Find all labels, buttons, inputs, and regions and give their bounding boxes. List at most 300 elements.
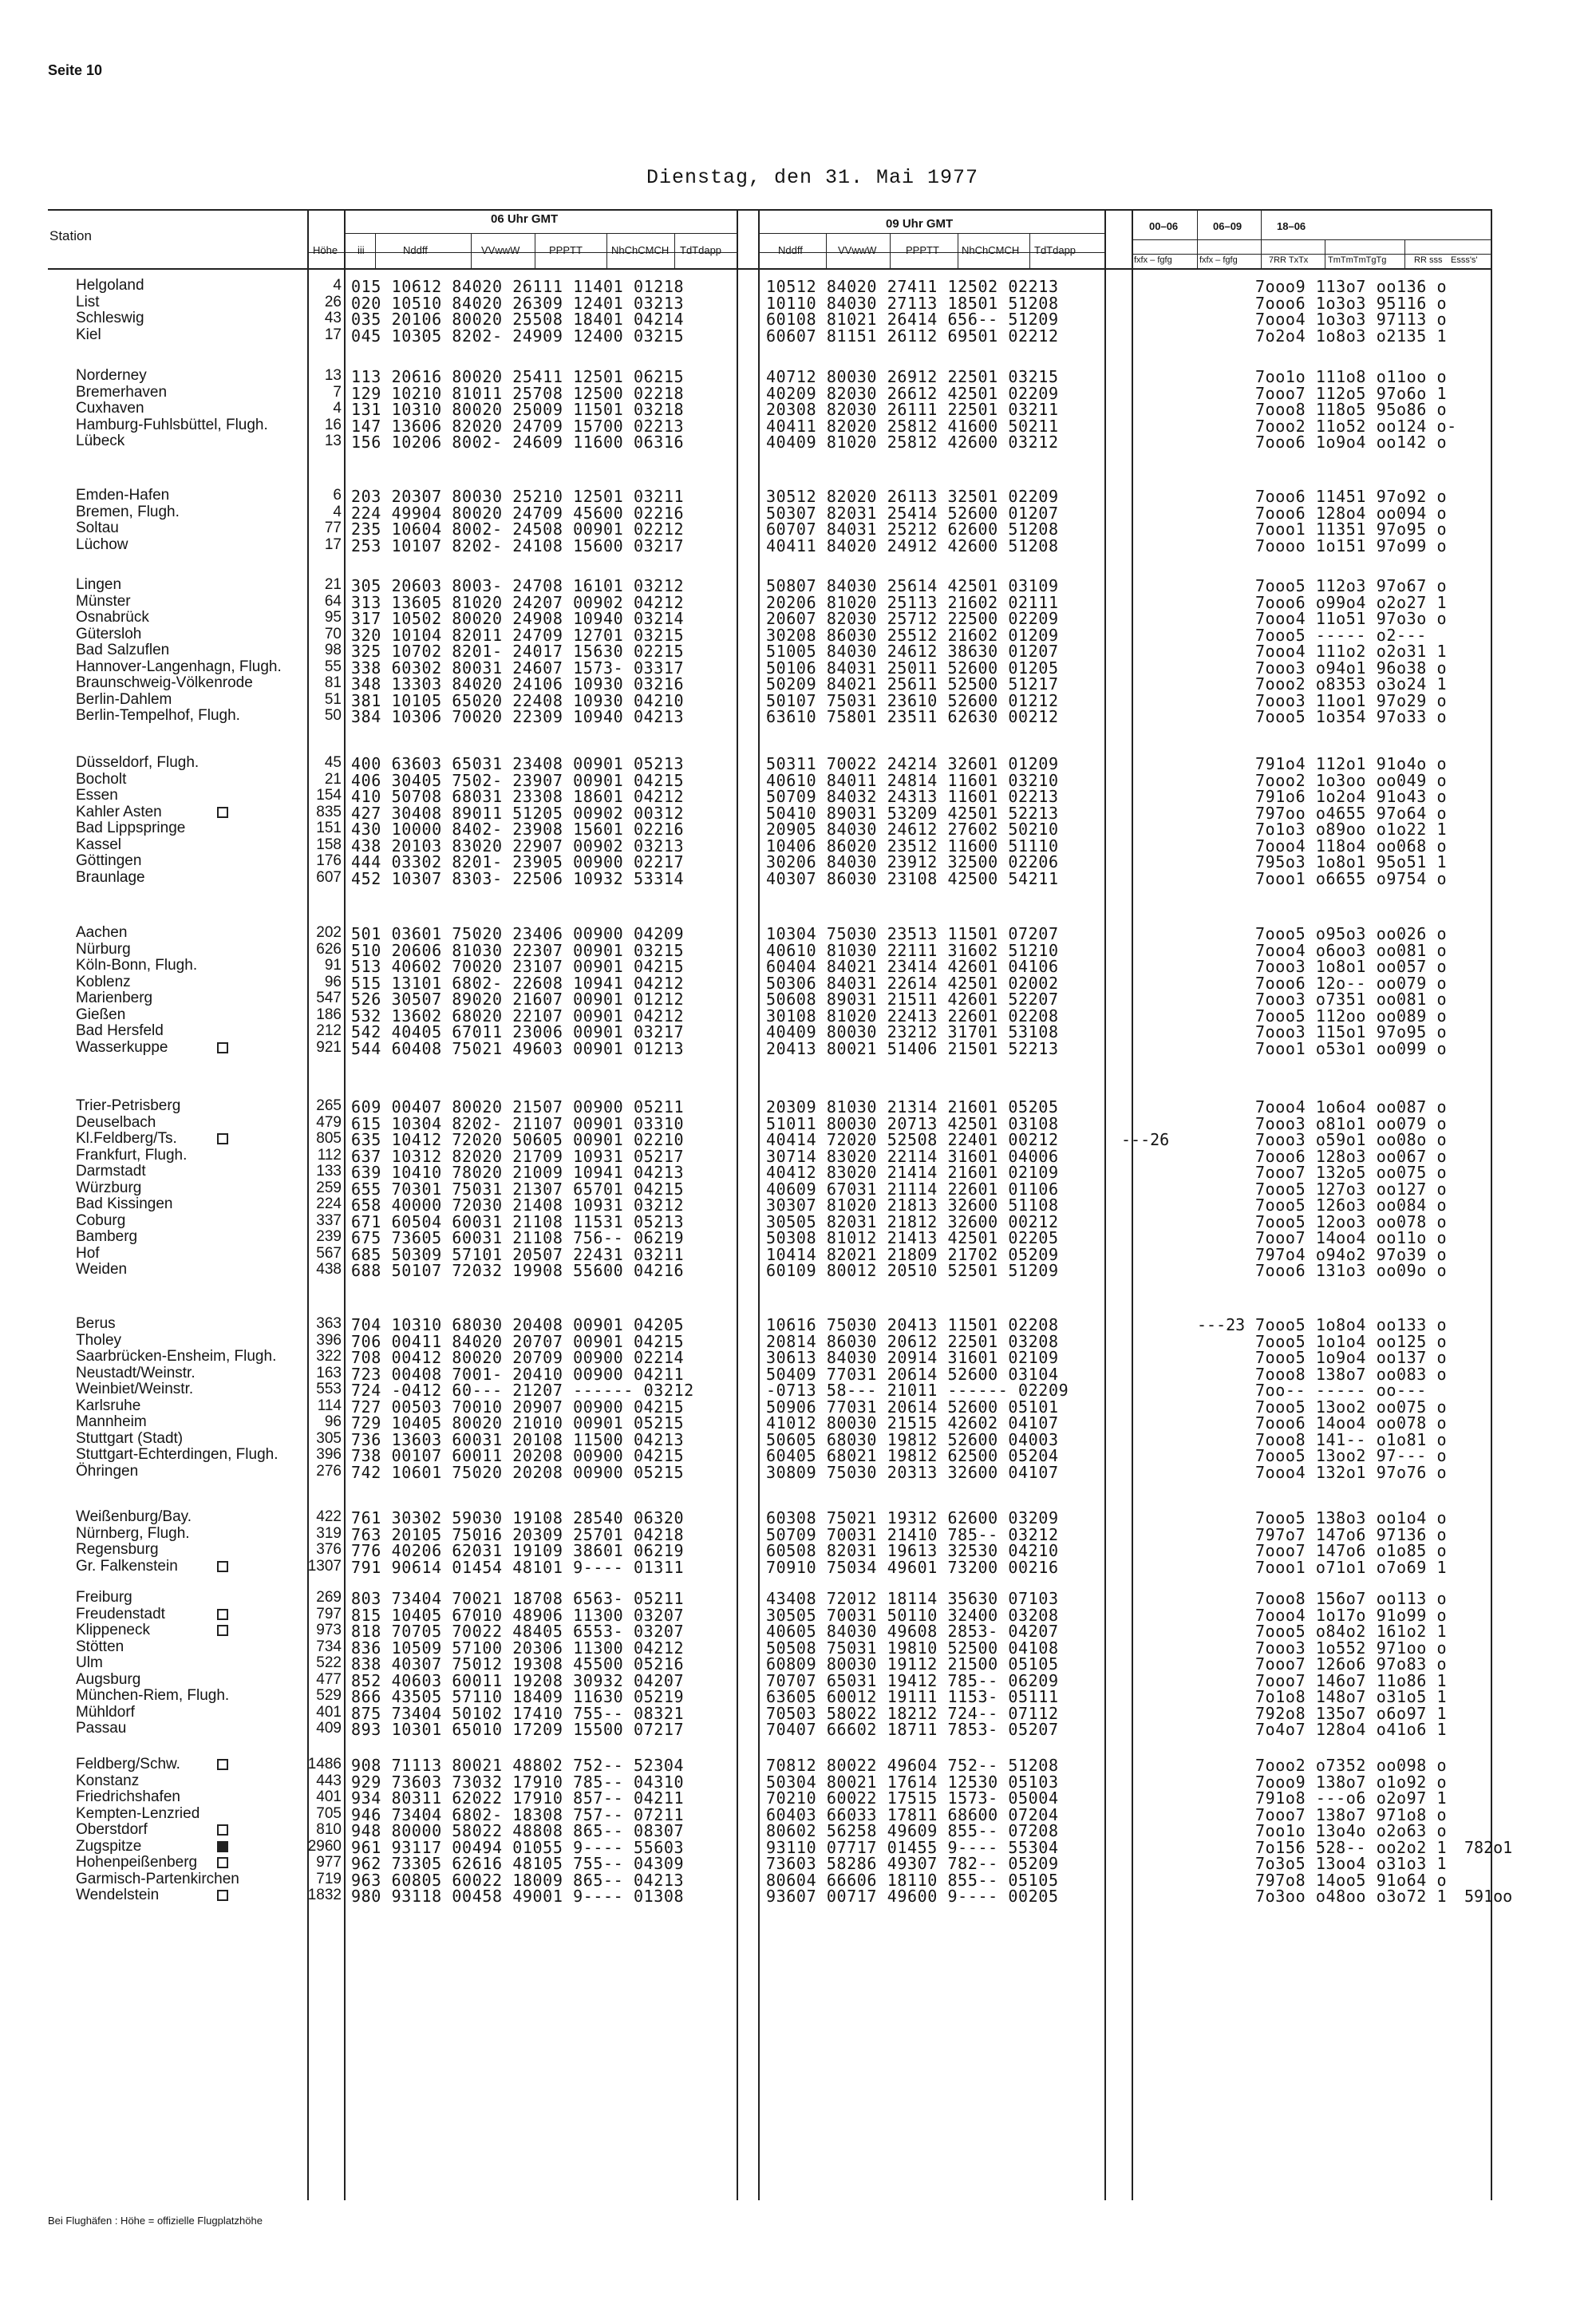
obs-06-gmt: 224 49904 80020 24709 45600 02216 bbox=[351, 503, 685, 523]
obs-09-gmt: 30809 75030 20313 32600 04107 bbox=[766, 1462, 1059, 1482]
obs-09-gmt: 30505 70031 50110 32400 03208 bbox=[766, 1605, 1059, 1625]
obs-09-gmt: 93110 07717 01455 9---- 55304 bbox=[766, 1837, 1059, 1857]
header-hoehe: Höhe bbox=[313, 244, 338, 256]
table-row bbox=[0, 1397, 1596, 1415]
obs-09-gmt: 30613 84030 20914 31601 02109 bbox=[766, 1348, 1059, 1367]
station-name: Bad Lippspringe bbox=[76, 820, 186, 836]
obs-18-06: 7ooo5 112oo oo089 o bbox=[1255, 1006, 1448, 1026]
obs-18-06: 7ooo7 138o7 971o8 o bbox=[1255, 1804, 1448, 1824]
obs-18-06: 7oooo 1o151 97o99 o bbox=[1255, 535, 1448, 555]
station-elevation: 553 bbox=[316, 1381, 342, 1397]
open-square-marker-icon bbox=[217, 1609, 228, 1620]
obs-06-gmt: 320 10104 82011 24709 12701 03215 bbox=[351, 625, 685, 645]
open-square-marker-icon bbox=[217, 1042, 228, 1053]
table-row bbox=[0, 1772, 1596, 1790]
obs-06-gmt: 675 73605 60031 21108 756-- 06219 bbox=[351, 1228, 685, 1247]
station-elevation: 438 bbox=[316, 1261, 342, 1278]
station-elevation: 4 bbox=[333, 400, 342, 417]
station-elevation: 239 bbox=[316, 1228, 342, 1245]
obs-06-gmt: 962 73305 62616 48105 755-- 04309 bbox=[351, 1854, 685, 1873]
obs-09-gmt: 60403 66033 17811 68600 07204 bbox=[766, 1804, 1059, 1824]
obs-18-06: 7ooo5 13oo2 oo075 o bbox=[1255, 1397, 1448, 1417]
station-name: Karlsruhe bbox=[76, 1397, 141, 1414]
obs-06-gmt: 637 10312 82020 21709 10931 05217 bbox=[351, 1146, 685, 1166]
obs-06-gmt: 961 93117 00494 01055 9---- 55603 bbox=[351, 1837, 685, 1857]
obs-06-gmt: 963 60805 60022 18009 865-- 04213 bbox=[351, 1870, 685, 1890]
station-elevation: 319 bbox=[316, 1524, 342, 1542]
station-name: Köln-Bonn, Flugh. bbox=[76, 957, 198, 974]
obs-18-06: 7ooo5 1o1o4 oo125 o bbox=[1255, 1331, 1448, 1351]
station-name: Soltau bbox=[76, 520, 119, 536]
table-row bbox=[0, 367, 1596, 385]
obs-09-gmt: 30208 86030 25512 21602 01209 bbox=[766, 625, 1059, 645]
station-name: Kempten-Lenzried bbox=[76, 1804, 200, 1822]
station-name: Berlin-Tempelhof, Flugh. bbox=[76, 707, 240, 724]
obs-06-gmt: 803 73404 70021 18708 6563- 05211 bbox=[351, 1589, 685, 1608]
table-row bbox=[0, 924, 1596, 942]
table-row bbox=[0, 1541, 1596, 1559]
header-p3: 18–06 bbox=[1277, 220, 1306, 232]
station-name: List bbox=[76, 293, 100, 310]
obs-18-06: 7o1o8 148o7 o31o5 1 bbox=[1255, 1687, 1448, 1706]
obs-18-06: 7ooo6 131o3 oo09o o bbox=[1255, 1261, 1448, 1280]
obs-09-gmt: 30206 84030 23912 32500 02206 bbox=[766, 852, 1059, 871]
table-row bbox=[0, 1315, 1596, 1333]
obs-06-gmt: 147 13606 82020 24709 15700 02213 bbox=[351, 416, 685, 436]
obs-18-06: 7ooo5 138o3 oo1o4 o bbox=[1255, 1508, 1448, 1527]
open-square-marker-icon bbox=[217, 1759, 228, 1770]
station-elevation: 163 bbox=[316, 1364, 342, 1381]
obs-06-gmt: 727 00503 70010 20907 00900 04215 bbox=[351, 1397, 685, 1417]
obs-18-06: 7ooo8 138o7 oo083 o bbox=[1255, 1364, 1448, 1384]
station-name: Tholey bbox=[76, 1331, 122, 1349]
station-elevation: 265 bbox=[316, 1097, 342, 1114]
obs-18-06: 7o156 528-- oo2o2 1 bbox=[1255, 1837, 1448, 1857]
obs-09-gmt: 50209 84021 25611 52500 51217 bbox=[766, 674, 1059, 694]
station-name: Darmstadt bbox=[76, 1163, 146, 1180]
obs-18-06: 7oo-- ----- oo--- bbox=[1255, 1381, 1427, 1400]
station-elevation: 477 bbox=[316, 1670, 342, 1688]
station-elevation: 401 bbox=[316, 1788, 342, 1805]
station-elevation: 45 bbox=[324, 754, 342, 771]
station-name: Mannheim bbox=[76, 1413, 147, 1430]
obs-18-06: 7ooo3 1o8o1 oo057 o bbox=[1255, 957, 1448, 976]
station-name: Lüchow bbox=[76, 535, 128, 553]
obs-18-06: 7ooo3 o59o1 oo08o o bbox=[1255, 1130, 1448, 1149]
table-row bbox=[0, 691, 1596, 709]
station-elevation: 158 bbox=[316, 836, 342, 853]
obs-06-gmt: 253 10107 8202- 24108 15600 03217 bbox=[351, 535, 685, 555]
table-row bbox=[0, 1365, 1596, 1382]
station-name: Aachen bbox=[76, 924, 128, 941]
obs-09-gmt: 60405 68021 19812 62500 05204 bbox=[766, 1446, 1059, 1465]
table-row bbox=[0, 1022, 1596, 1040]
obs-18-06: 797o4 o94o2 97o39 o bbox=[1255, 1244, 1448, 1264]
obs-06-gmt: 325 10702 8201- 24017 15630 02215 bbox=[351, 642, 685, 661]
station-name: Mühldorf bbox=[76, 1703, 135, 1721]
station-elevation: 95 bbox=[324, 609, 342, 626]
obs-06-gmt: 655 70301 75031 21307 65701 04215 bbox=[351, 1179, 685, 1199]
header-nh-06: NhChCMCH bbox=[611, 244, 670, 256]
table-row bbox=[0, 576, 1596, 594]
station-name: Braunschweig-Völkenrode bbox=[76, 674, 253, 691]
obs-09-gmt: 60607 81151 26112 69501 02212 bbox=[766, 326, 1059, 346]
obs-18-06: 7ooo3 11oo1 97o29 o bbox=[1255, 690, 1448, 710]
table-row bbox=[0, 593, 1596, 611]
station-name: Freiburg bbox=[76, 1589, 132, 1606]
station-elevation: 259 bbox=[316, 1179, 342, 1196]
obs-09-gmt: 40209 82030 26612 42501 02209 bbox=[766, 383, 1059, 403]
station-elevation: 547 bbox=[316, 990, 342, 1006]
table-row bbox=[0, 626, 1596, 643]
station-elevation: 2960 bbox=[307, 1837, 342, 1855]
obs-18-06: 7ooo5 o84o2 161o2 1 bbox=[1255, 1622, 1448, 1641]
obs-18-06: 791o8 ---o6 o2o97 1 bbox=[1255, 1788, 1448, 1808]
table-row bbox=[0, 1332, 1596, 1350]
table-row bbox=[0, 277, 1596, 294]
table-row bbox=[0, 707, 1596, 725]
obs-18-06: 797o7 147o6 97136 o bbox=[1255, 1524, 1448, 1544]
obs-06-gmt: 235 10604 8002- 24508 00901 02212 bbox=[351, 520, 685, 539]
station-elevation: 4 bbox=[333, 277, 342, 294]
obs-09-gmt: 40409 80030 23212 31701 53108 bbox=[766, 1022, 1059, 1041]
station-elevation: 154 bbox=[316, 787, 342, 804]
obs-09-gmt: 70503 58022 18212 724-- 07112 bbox=[766, 1703, 1059, 1723]
table-row bbox=[0, 504, 1596, 521]
obs-09-gmt: 20206 81020 25113 21602 02111 bbox=[766, 592, 1059, 612]
obs-06-gmt: 706 00411 84020 20707 00901 04215 bbox=[351, 1331, 685, 1351]
table-row bbox=[0, 804, 1596, 821]
station-elevation: 422 bbox=[316, 1508, 342, 1525]
station-name: Göttingen bbox=[76, 852, 142, 869]
obs-09-gmt: 20607 82030 25712 22500 02209 bbox=[766, 609, 1059, 628]
table-row bbox=[0, 1463, 1596, 1480]
station-elevation: 1486 bbox=[307, 1756, 342, 1772]
hdr-div-f bbox=[826, 233, 827, 268]
station-elevation: 1307 bbox=[307, 1557, 342, 1575]
station-name: Lübeck bbox=[76, 433, 125, 449]
station-name: Ulm bbox=[76, 1654, 103, 1671]
table-row bbox=[0, 787, 1596, 804]
obs-06-gmt: 635 10412 72020 50605 00901 02210 bbox=[351, 1130, 685, 1149]
station-elevation: 305 bbox=[316, 1429, 342, 1447]
hdr-rule-06-sub bbox=[308, 252, 737, 253]
obs-06-gmt: 020 10510 84020 26309 12401 03213 bbox=[351, 293, 685, 313]
obs-18-06: 7ooo4 118o4 oo068 o bbox=[1255, 836, 1448, 856]
hdr-div-e bbox=[674, 233, 675, 268]
table-row bbox=[0, 754, 1596, 772]
table-row bbox=[0, 1348, 1596, 1365]
station-elevation: 77 bbox=[324, 520, 342, 536]
obs-09-gmt: 70910 75034 49601 73200 00216 bbox=[766, 1557, 1059, 1577]
obs-18-06: 792o8 135o7 o6o97 1 bbox=[1255, 1703, 1448, 1723]
station-elevation: 522 bbox=[316, 1654, 342, 1671]
obs-06-gmt: 742 10601 75020 20208 00900 05215 bbox=[351, 1462, 685, 1482]
table-row bbox=[0, 609, 1596, 626]
obs-09-gmt: 50906 77031 20614 52600 05101 bbox=[766, 1397, 1059, 1417]
obs-18-06: 7ooo1 o6655 o9754 o bbox=[1255, 868, 1448, 888]
station-elevation: 973 bbox=[316, 1622, 342, 1638]
header-pppt-09: PPPTT bbox=[906, 244, 939, 256]
obs-18-06: 7ooo2 11o52 oo124 o- bbox=[1255, 416, 1457, 436]
header-s4: TmTmTmTgTg bbox=[1328, 255, 1387, 265]
table-row bbox=[0, 820, 1596, 837]
obs-09-gmt: 40609 67031 21114 22601 01106 bbox=[766, 1179, 1059, 1199]
station-name: Essen bbox=[76, 787, 118, 804]
station-name: Kl.Feldberg/Ts. bbox=[76, 1130, 177, 1147]
table-row bbox=[0, 1704, 1596, 1721]
obs-18-06: 7ooo5 1o9o4 oo137 o bbox=[1255, 1348, 1448, 1367]
obs-09-gmt: 40605 84030 49608 2853- 04207 bbox=[766, 1622, 1059, 1641]
station-elevation: 734 bbox=[316, 1638, 342, 1655]
station-name: Cuxhaven bbox=[76, 400, 144, 417]
obs-18-06: 797o8 14oo5 91o64 o bbox=[1255, 1870, 1448, 1890]
obs-09-gmt: 60809 80030 19112 21500 05105 bbox=[766, 1654, 1059, 1674]
station-elevation: 43 bbox=[324, 310, 342, 326]
open-square-marker-icon bbox=[217, 1561, 228, 1572]
station-name: Nürnberg, Flugh. bbox=[76, 1524, 190, 1542]
obs-06-gmt: 542 40405 67011 23006 00901 03217 bbox=[351, 1022, 685, 1041]
station-elevation: 81 bbox=[324, 674, 342, 691]
obs-09-gmt: 10304 75030 23513 11501 07207 bbox=[766, 924, 1059, 943]
table-row bbox=[0, 1430, 1596, 1448]
station-name: Garmisch-Partenkirchen bbox=[76, 1870, 239, 1887]
station-name: Neustadt/Weinstr. bbox=[76, 1364, 196, 1381]
station-elevation: 212 bbox=[316, 1022, 342, 1039]
obs-06-gmt: 609 00407 80020 21507 00900 05211 bbox=[351, 1097, 685, 1116]
table-row bbox=[0, 1097, 1596, 1115]
station-name: Passau bbox=[76, 1720, 127, 1737]
hdr-div-g bbox=[890, 233, 891, 268]
obs-18-06: 797oo o4655 97o64 o bbox=[1255, 803, 1448, 823]
station-elevation: 835 bbox=[316, 803, 342, 820]
obs-06-gmt: 129 10210 81011 25708 12500 02218 bbox=[351, 383, 685, 403]
hdr-rule-09 bbox=[758, 233, 1104, 234]
station-name: Regensburg bbox=[76, 1541, 159, 1558]
obs-06-gmt: 838 40307 75012 19308 45500 05216 bbox=[351, 1654, 685, 1674]
station-elevation: 202 bbox=[316, 924, 342, 941]
station-name: Würzburg bbox=[76, 1179, 142, 1196]
station-name: Lingen bbox=[76, 576, 122, 593]
station-elevation: 55 bbox=[324, 658, 342, 675]
header-09-gmt: 09 Uhr GMT bbox=[886, 217, 954, 231]
obs-06-gmt: 156 10206 8002- 24609 11600 06316 bbox=[351, 433, 685, 452]
station-name: Braunlage bbox=[76, 868, 145, 886]
obs-06-gmt: 761 30302 59030 19108 28540 06320 bbox=[351, 1508, 685, 1527]
obs-06-gmt: 452 10307 8303- 22506 10932 53314 bbox=[351, 868, 685, 888]
table-row bbox=[0, 1212, 1596, 1230]
table-row bbox=[0, 326, 1596, 344]
table-row bbox=[0, 1838, 1596, 1855]
table-row bbox=[0, 674, 1596, 692]
station-name: München-Riem, Flugh. bbox=[76, 1687, 230, 1704]
obs-06-gmt: 348 13303 84020 24106 10930 03216 bbox=[351, 674, 685, 694]
table-row bbox=[0, 771, 1596, 788]
obs-06-gmt: 893 10301 65010 17209 15500 07217 bbox=[351, 1720, 685, 1739]
station-elevation: 17 bbox=[324, 326, 342, 343]
obs-06-gmt: 515 13101 6802- 22608 10941 04212 bbox=[351, 973, 685, 993]
station-name: Saarbrücken-Ensheim, Flugh. bbox=[76, 1348, 277, 1365]
station-elevation: 529 bbox=[316, 1687, 342, 1704]
obs-09-gmt: 50508 75031 19810 52500 04108 bbox=[766, 1638, 1059, 1658]
station-elevation: 363 bbox=[316, 1315, 342, 1332]
open-square-marker-icon bbox=[217, 1824, 228, 1836]
obs-18-06: 7ooo8 118o5 95o86 o bbox=[1255, 400, 1448, 419]
hdr-rule-18-sub bbox=[1132, 254, 1491, 255]
table-row bbox=[0, 1261, 1596, 1278]
obs-18-06: 7ooo7 112o5 97o6o 1 bbox=[1255, 383, 1448, 403]
obs-18-06: 7o1o3 o89oo o1o22 1 bbox=[1255, 820, 1448, 839]
obs-06-gmt: 875 73404 50102 17410 755-- 08321 bbox=[351, 1703, 685, 1723]
table-row bbox=[0, 487, 1596, 504]
obs-06-gmt: 317 10502 80020 24908 10940 03214 bbox=[351, 609, 685, 628]
obs-06-gmt: 113 20616 80020 25411 12501 06215 bbox=[351, 367, 685, 386]
obs-09-gmt: 30307 81020 21813 32600 51108 bbox=[766, 1195, 1059, 1215]
obs-09-gmt: 10406 86020 23512 11600 51110 bbox=[766, 836, 1059, 856]
station-name: Hohenpeißenberg bbox=[76, 1854, 198, 1871]
obs-06-gmt: 313 13605 81020 24207 00902 04212 bbox=[351, 592, 685, 612]
station-name: Augsburg bbox=[76, 1670, 141, 1688]
station-elevation: 4 bbox=[333, 503, 342, 520]
open-square-marker-icon bbox=[217, 1625, 228, 1636]
station-elevation: 70 bbox=[324, 625, 342, 642]
obs-18-06: 7ooo7 126o6 97o83 o bbox=[1255, 1654, 1448, 1674]
obs-06-gmt: 688 50107 72032 19908 55600 04216 bbox=[351, 1261, 685, 1280]
station-elevation: 91 bbox=[324, 957, 342, 974]
obs-06-gmt: 852 40603 60011 19208 30932 04207 bbox=[351, 1670, 685, 1690]
obs-18-06: 7ooo6 o99o4 o2o27 1 bbox=[1255, 592, 1448, 612]
obs-18-06: 795o3 1o8o1 95o51 1 bbox=[1255, 852, 1448, 871]
station-name: Marienberg bbox=[76, 990, 153, 1006]
obs-09-gmt: 50605 68030 19812 52600 04003 bbox=[766, 1429, 1059, 1449]
obs-18-06: 7ooo8 141-- o1o81 o bbox=[1255, 1429, 1448, 1449]
header-s1: fxfx – fgfg bbox=[1134, 255, 1172, 265]
obs-09-gmt: 51011 80030 20713 42501 03108 bbox=[766, 1113, 1059, 1133]
table-row bbox=[0, 536, 1596, 554]
table-row bbox=[0, 1163, 1596, 1180]
obs-06-gmt: 658 40000 72030 21408 10931 03212 bbox=[351, 1195, 685, 1215]
obs-18-06: 791o4 112o1 91o4o o bbox=[1255, 754, 1448, 773]
station-name: Düsseldorf, Flugh. bbox=[76, 754, 200, 771]
station-elevation: 50 bbox=[324, 707, 342, 724]
table-row bbox=[0, 520, 1596, 537]
table-row bbox=[0, 384, 1596, 401]
station-elevation: 322 bbox=[316, 1348, 342, 1365]
table-row bbox=[0, 1114, 1596, 1132]
station-name: Konstanz bbox=[76, 1772, 140, 1789]
header-station: Station bbox=[49, 228, 92, 243]
header-p2: 06–09 bbox=[1213, 220, 1242, 232]
obs-09-gmt: -0713 58--- 21011 ------ 02209 bbox=[766, 1381, 1069, 1400]
table-row bbox=[0, 1887, 1596, 1904]
station-elevation: 401 bbox=[316, 1703, 342, 1721]
station-name: Münster bbox=[76, 592, 131, 610]
station-elevation: 26 bbox=[324, 293, 342, 310]
obs-09-gmt: 40307 86030 23108 42500 54211 bbox=[766, 868, 1059, 888]
obs-06-gmt: 908 71113 80021 48802 752-- 52304 bbox=[351, 1756, 685, 1775]
obs-06-gmt: 791 90614 01454 48101 9---- 01311 bbox=[351, 1557, 685, 1577]
obs-06-gmt: 501 03601 75020 23406 00900 04209 bbox=[351, 924, 685, 943]
table-row bbox=[0, 1805, 1596, 1823]
obs-06-gmt: 381 10105 65020 22408 10930 04210 bbox=[351, 690, 685, 710]
station-name: Friedrichshafen bbox=[76, 1788, 180, 1805]
obs-06-gmt: 736 13603 60031 20108 11500 04213 bbox=[351, 1429, 685, 1449]
station-name: Deuselbach bbox=[76, 1113, 156, 1131]
hdr-rule-06 bbox=[344, 233, 737, 234]
obs-18-06: 7ooo6 14oo4 oo078 o bbox=[1255, 1413, 1448, 1433]
table-row bbox=[0, 836, 1596, 854]
obs-06-gmt: 866 43505 57110 18409 11630 05219 bbox=[351, 1687, 685, 1706]
obs-18-06: 7o3oo o48oo o3o72 1 bbox=[1255, 1887, 1448, 1906]
obs-06-gmt: 444 03302 8201- 23905 00900 02217 bbox=[351, 852, 685, 871]
obs-18-06: 7ooo5 13oo2 97--- o bbox=[1255, 1446, 1448, 1465]
obs-06-gmt: 406 30405 7502- 23907 00901 04215 bbox=[351, 770, 685, 790]
obs-18-06: 7oo1o 13o4o o2o63 o bbox=[1255, 1821, 1448, 1840]
obs-18-06: 7oo1o 111o8 o11oo o bbox=[1255, 367, 1448, 386]
obs-09-gmt: 40412 83020 21414 21601 02109 bbox=[766, 1163, 1059, 1182]
obs-18-06: 7ooo6 12o-- oo079 o bbox=[1255, 973, 1448, 993]
obs-18-06: 7ooo4 132o1 97o76 o bbox=[1255, 1462, 1448, 1482]
obs-06-gmt: 615 10304 8202- 21107 00901 03310 bbox=[351, 1113, 685, 1133]
station-name: Trier-Petrisberg bbox=[76, 1097, 181, 1114]
table-row bbox=[0, 974, 1596, 991]
obs-18-06: 7ooo2 1o3oo oo049 o bbox=[1255, 770, 1448, 790]
open-square-marker-icon bbox=[217, 1133, 228, 1144]
obs-06-gmt: 035 20106 80020 25508 18401 04214 bbox=[351, 310, 685, 329]
obs-09-gmt: 60707 84031 25212 62600 51208 bbox=[766, 520, 1059, 539]
obs-09-gmt: 43408 72012 18114 35630 07103 bbox=[766, 1589, 1059, 1608]
obs-09-gmt: 40414 72020 52508 22401 00212 bbox=[766, 1130, 1059, 1149]
obs-18-06: 7ooo7 147o6 o1o85 o bbox=[1255, 1541, 1448, 1560]
station-name: Frankfurt, Flugh. bbox=[76, 1146, 188, 1164]
open-square-marker-icon bbox=[217, 1890, 228, 1901]
station-name: Berlin-Dahlem bbox=[76, 690, 172, 708]
hdr-rule-18 bbox=[1132, 239, 1491, 240]
obs-18-06: 7ooo4 1o3o3 97113 o bbox=[1255, 310, 1448, 329]
table-row bbox=[0, 1558, 1596, 1575]
obs-06-gmt: 671 60504 60031 21108 11531 05213 bbox=[351, 1211, 685, 1231]
obs-06-gmt: 776 40206 62031 19109 38601 06219 bbox=[351, 1541, 685, 1560]
station-elevation: 96 bbox=[324, 973, 342, 990]
station-name: Oberstdorf bbox=[76, 1821, 148, 1838]
obs-18-06: 7ooo2 o7352 oo098 o bbox=[1255, 1756, 1448, 1775]
station-elevation: 112 bbox=[317, 1146, 342, 1164]
obs-09-gmt: 50409 77031 20614 52600 03104 bbox=[766, 1364, 1059, 1384]
footnote: Bei Flughäfen : Höhe = offizielle Flugplatzhöhe bbox=[48, 2215, 263, 2227]
station-elevation: 51 bbox=[324, 690, 342, 708]
station-name: Öhringen bbox=[76, 1462, 139, 1480]
station-name: Coburg bbox=[76, 1211, 126, 1229]
table-row bbox=[0, 1821, 1596, 1839]
obs-18-06: 7o4o7 128o4 o41o6 1 bbox=[1255, 1720, 1448, 1739]
station-name: Wendelstein bbox=[76, 1887, 160, 1903]
header-p1: 00–06 bbox=[1149, 220, 1179, 232]
obs-extra: 591oo bbox=[1464, 1887, 1513, 1906]
obs-09-gmt: 30512 82020 26113 32501 02209 bbox=[766, 487, 1059, 506]
obs-18-06: 791o6 1o2o4 91o43 o bbox=[1255, 787, 1448, 806]
station-name: Klippeneck bbox=[76, 1622, 150, 1638]
obs-18-06: 7ooo5 112o3 97o67 o bbox=[1255, 576, 1448, 595]
obs-06-gmt: 510 20606 81030 22307 00901 03215 bbox=[351, 940, 685, 960]
table-row bbox=[0, 400, 1596, 417]
station-elevation: 269 bbox=[316, 1589, 342, 1606]
station-elevation: 6 bbox=[333, 487, 342, 504]
obs-09-gmt: 51005 84030 24612 38630 01207 bbox=[766, 642, 1059, 661]
table-row bbox=[0, 1245, 1596, 1263]
obs-09-gmt: 60508 82031 19613 32530 04210 bbox=[766, 1541, 1059, 1560]
station-name: Hamburg-Fuhlsbüttel, Flugh. bbox=[76, 416, 268, 433]
station-name: Norderney bbox=[76, 367, 147, 384]
